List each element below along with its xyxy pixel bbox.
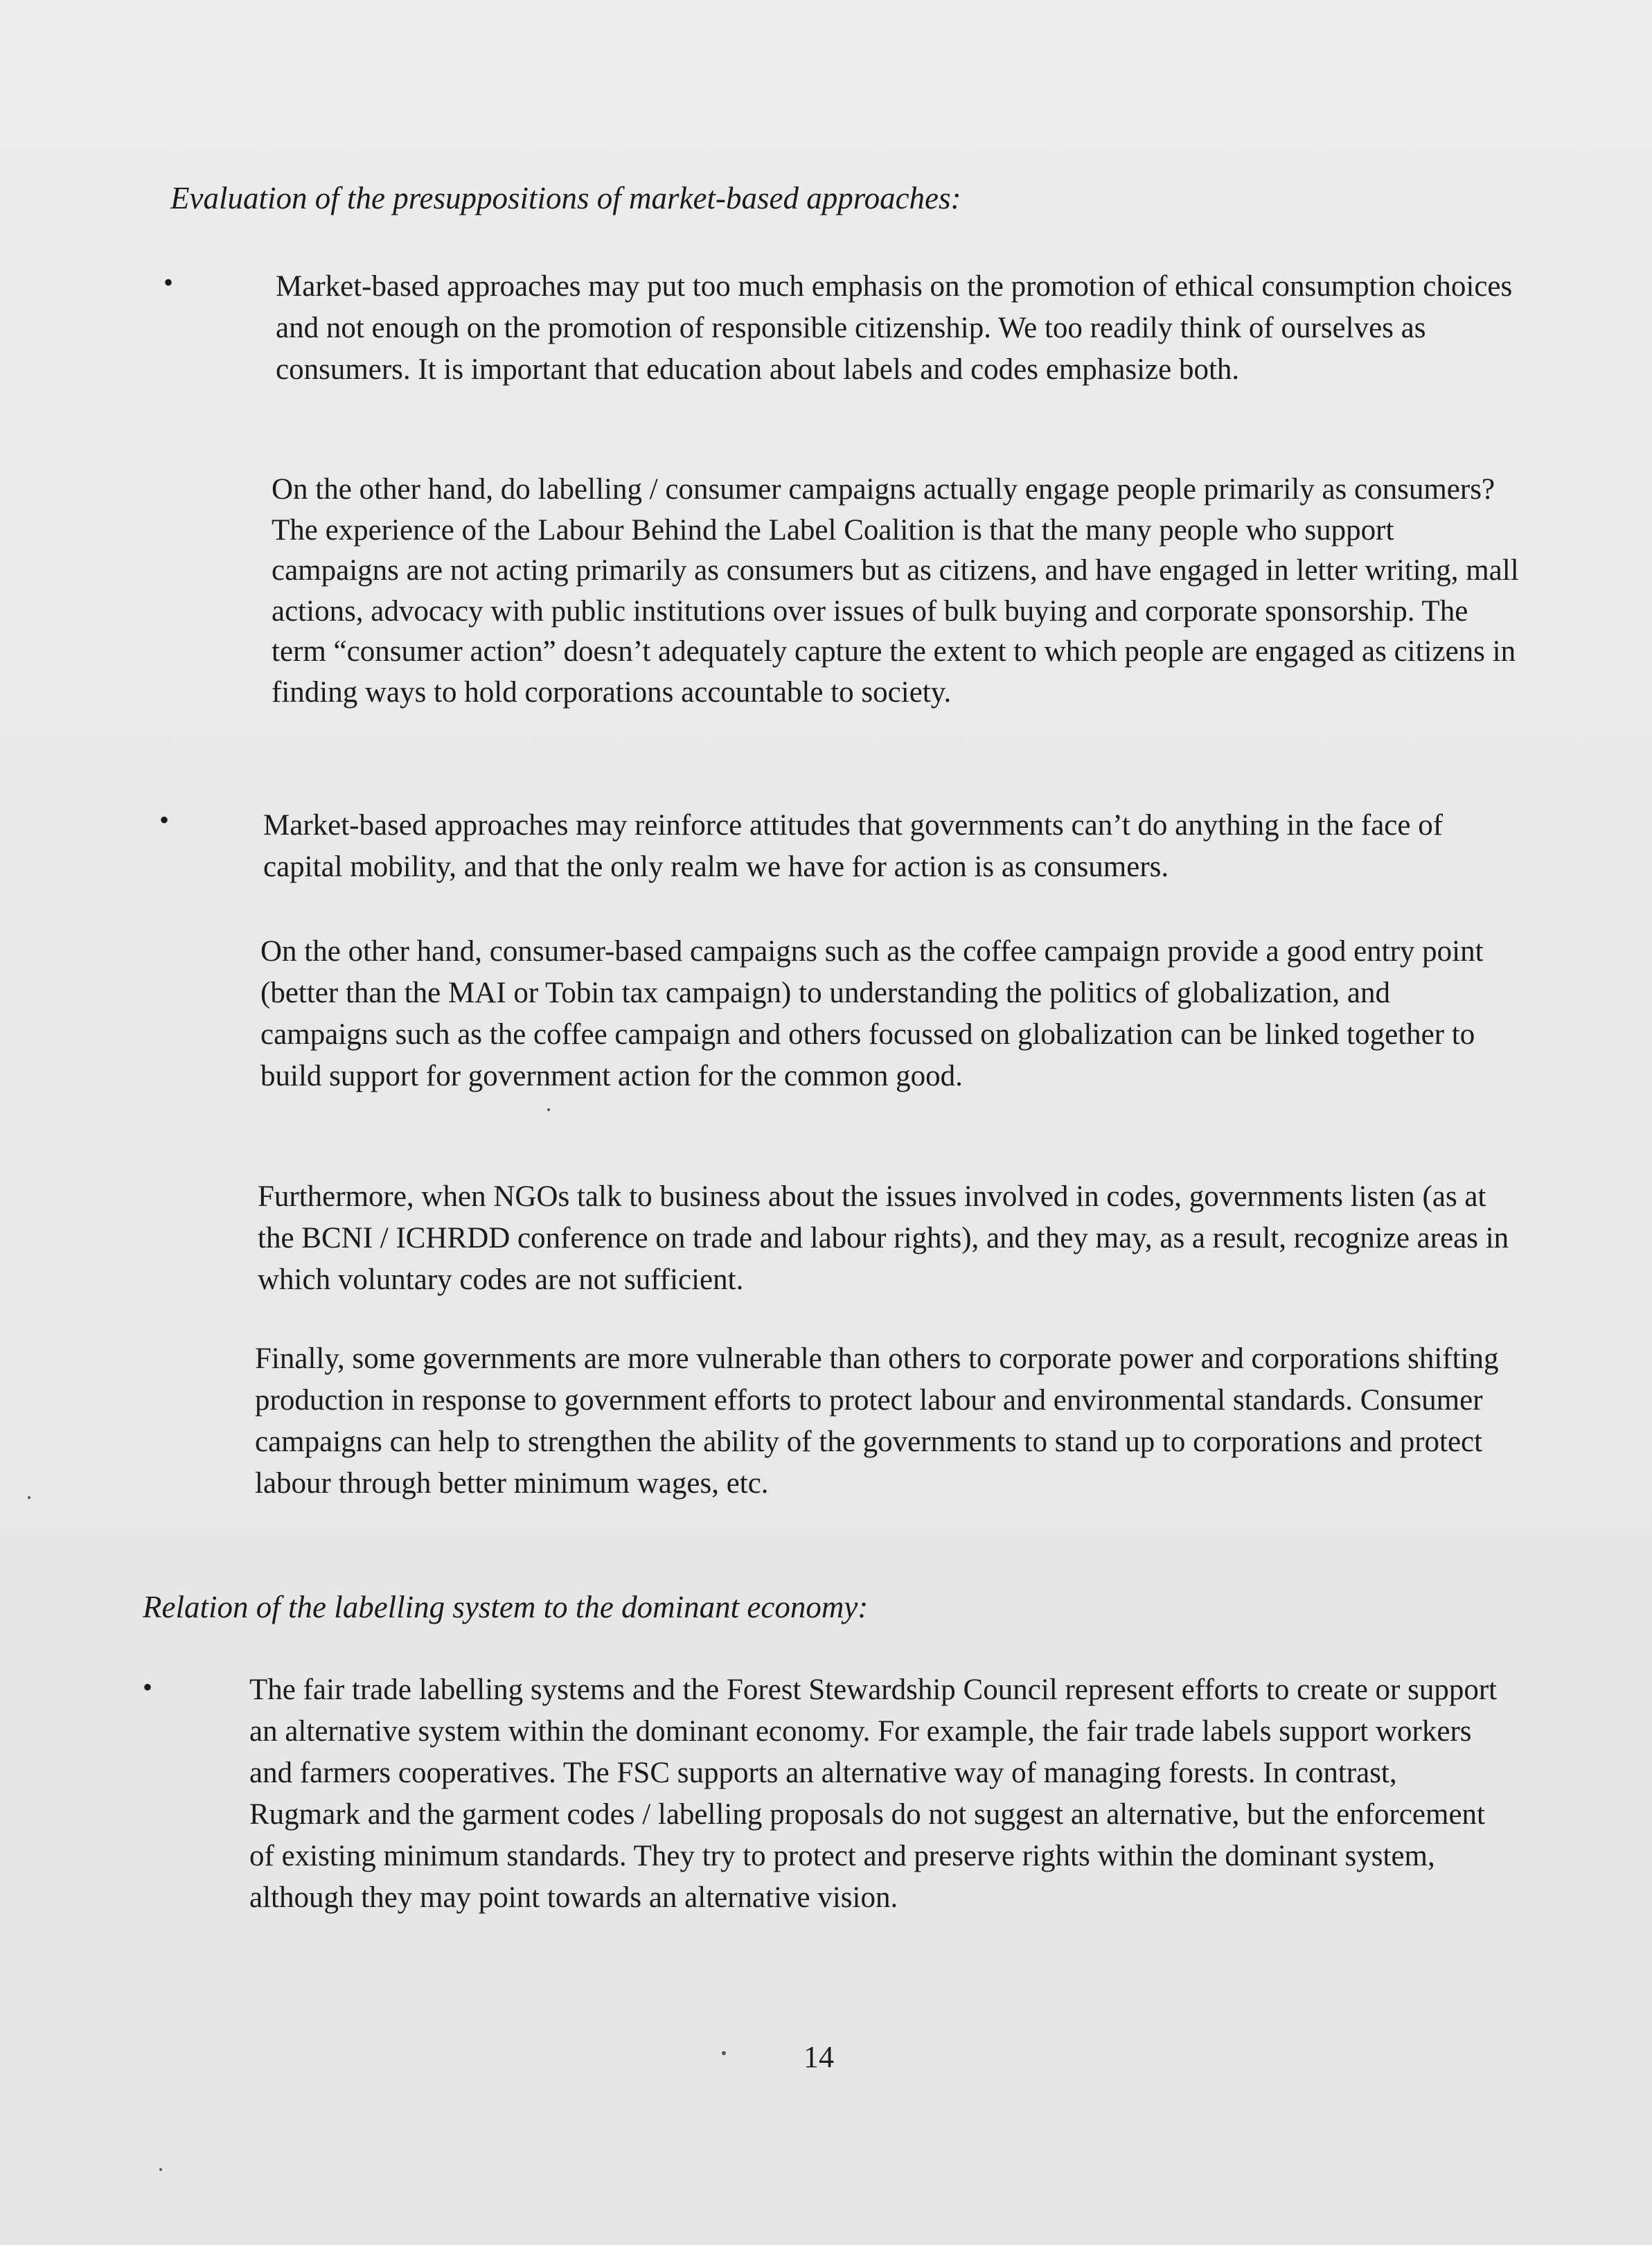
paragraph: Market-based approaches may put too much emphasis on the promotion of ethical consumption choices and not enough on the promotion of responsible citizenship. We too readily think of ourselves as consumers. It is important that education about labels and codes emphasize both. (276, 270, 1513, 386)
scan-speck (28, 1496, 30, 1499)
paragraph: The fair trade labelling systems and the Forest Stewardship Council represent efforts to create or support an alternative system within the dominant economy. For example, the fair trade labels support workers and farmers cooperatives. The FSC supports an alternative way of managing forests. In contrast, Rugmark and the garment codes / labelling proposals do not suggest an alternative, but the enforcement of existing minimum standards. They try to protect and preserve rights within the dominant system, although they may point towards an alternative vision. (249, 1674, 1498, 1914)
section-heading-relation: Relation of the labelling system to the dominant economy: (143, 1590, 869, 1624)
bullet-marker: • (143, 1671, 153, 1703)
paragraph: Finally, some governments are more vulnerable than others to corporate power and corporations shifting production in response to government efforts to protect labour and environmental standards. Consumer campaigns can help to strengthen the ability of the governments to stand up to corporations and protect labour through better minimum wages, etc. (255, 1342, 1499, 1500)
paragraph: Market-based approaches may reinforce attitudes that governments can’t do anything in the face of capital mobility, and that the only realm we have for action is as consumers. (263, 809, 1444, 883)
page-number: 14 (803, 2040, 834, 2074)
scan-speck (547, 1108, 550, 1111)
scan-speck (722, 2051, 726, 2055)
paragraph: On the other hand, consumer-based campaigns such as the coffee campaign provide a good entry point (better than the MAI or Tobin tax campaign) to understanding the politics of globalization, and campaigns such as the coffee campaign and others focussed on globalization can be linked together to build support for government action for the common good. (260, 935, 1484, 1092)
scan-speck (159, 2168, 162, 2171)
bullet-marker: • (163, 267, 174, 298)
bullet-marker: • (159, 804, 170, 835)
paragraph: On the other hand, do labelling / consumer campaigns actually engage people primarily as consumers? The experience of the Labour Behind the Label Coalition is that the many people who support campaigns are not acting primarily as consumers but as citizens, and have engaged in letter writing, mall actions, advocacy with public institutions over issues of bulk buying and corporate sponsorship. The term “consumer action” doesn’t adequately capture the extent to which people are engaged as citizens in finding ways to hold corporations accountable to society. (272, 473, 1519, 709)
section-heading-evaluation: Evaluation of the presuppositions of market-based approaches: (170, 181, 961, 215)
paragraph: Furthermore, when NGOs talk to business about the issues involved in codes, governments listen (as at the BCNI / ICHRDD conference on trade and labour rights), and they may, as a result, recognize areas in which voluntary codes are not sufficient. (258, 1180, 1509, 1296)
